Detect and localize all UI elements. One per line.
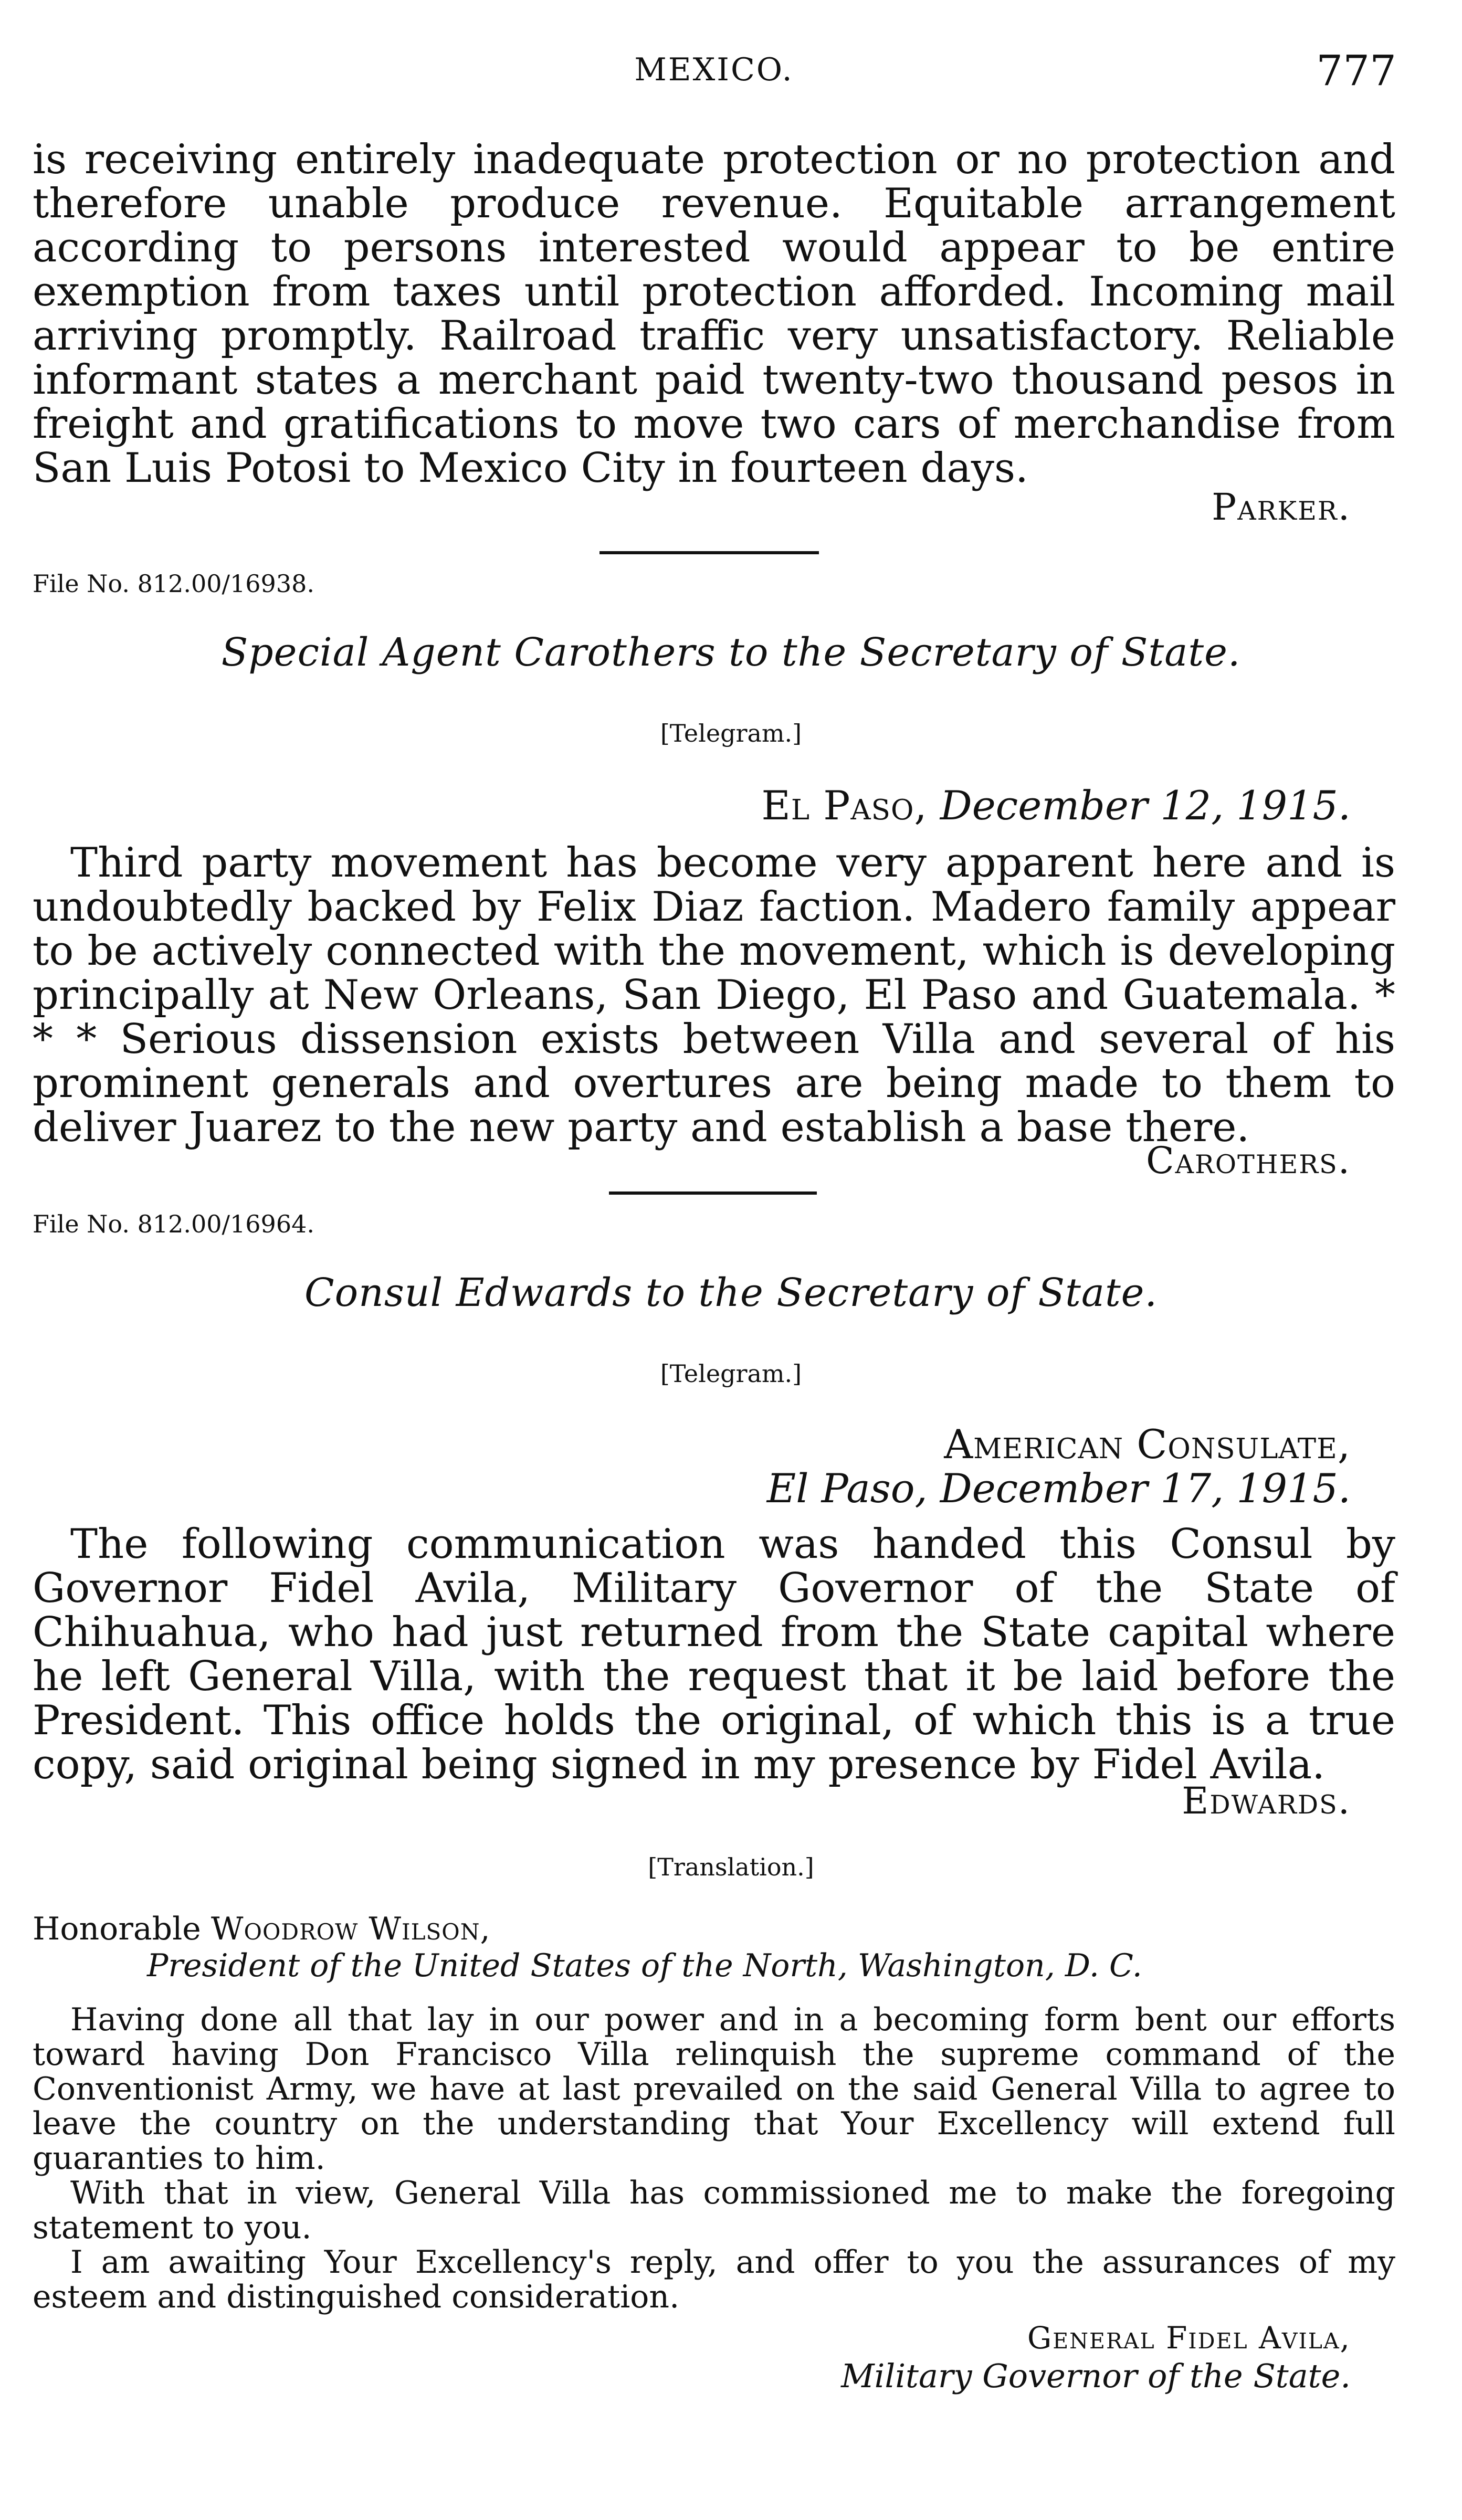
document-title-2: Consul Edwards to the Secretary of State. bbox=[304, 1270, 1158, 1315]
salutation-name: Woodrow Wilson, bbox=[211, 1911, 491, 1947]
letter-paragraph-1: Having done all that lay in our power and in a becoming form bent our efforts toward having Don Francisco Villa relinquish the supreme command of the Conventionist Army, we have at last prevailed on the said General Villa to agree to leave the country on the understanding that Your Excellency will extend full guaranties to him. bbox=[33, 2001, 1395, 2177]
dateline-1 bbox=[761, 782, 1351, 829]
dateline-place-2: American Consulate, bbox=[944, 1421, 1351, 1468]
translation-note: [Translation.] bbox=[648, 1853, 814, 1881]
addressee-title: President of the United States of the North, Washington, D. C. bbox=[147, 1947, 1142, 1984]
continuation-paragraph: is receiving entirely inadequate protection or no protection and therefore unable produce revenue. Equitable arrangement according to persons interested would appear to be entire exemption from taxes until protection afforded. Incoming mail arriving promptly. Railroad traffic very unsatisfactory. Reliable informant states a merchant paid twenty-two thousand pesos in freight and gratifications to move two cars of merchandise from San Luis Potosi to Mexico City in fourteen days. bbox=[33, 136, 1395, 492]
file-number-2: File No. 812.00/16964. bbox=[33, 1210, 314, 1238]
signature-edwards: Edwards. bbox=[1182, 1779, 1351, 1822]
telegram-note-1: [Telegram.] bbox=[660, 719, 802, 747]
dateline-place-1: El Paso, bbox=[761, 782, 928, 829]
salutation-prefix: Honorable bbox=[33, 1911, 201, 1947]
salutation bbox=[33, 1911, 491, 1947]
dateline-2 bbox=[767, 1422, 1351, 1511]
running-header bbox=[31, 46, 1396, 109]
page-number: 777 bbox=[1316, 46, 1396, 95]
telegram-note-2: [Telegram.] bbox=[660, 1359, 802, 1388]
section-divider bbox=[599, 551, 819, 554]
signature-parker: Parker. bbox=[1212, 486, 1351, 529]
letter-paragraph-3: I am awaiting Your Excellency's reply, and offer to you the assurances of my esteem and distinguished consideration. bbox=[33, 2244, 1395, 2315]
dateline-date-2: El Paso, December 17, 1915. bbox=[766, 1465, 1351, 1512]
signature-carothers: Carothers. bbox=[1146, 1139, 1351, 1182]
letter-paragraph-2: With that in view, General Villa has commissioned me to make the foregoing statement to you. bbox=[33, 2175, 1395, 2246]
running-title: MEXICO. bbox=[634, 51, 794, 88]
closing-signature-name: General Fidel Avila, bbox=[1027, 2320, 1351, 2356]
section-divider bbox=[609, 1192, 817, 1195]
closing-signature-title: Military Governor of the State. bbox=[841, 2357, 1351, 2395]
dateline-date-1: December 12, 1915. bbox=[940, 782, 1351, 829]
document-title-1: Special Agent Carothers to the Secretary of State. bbox=[221, 630, 1241, 675]
file-number-1: File No. 812.00/16938. bbox=[33, 570, 314, 598]
telegram-paragraph-2: The following communication was handed this Consul by Governor Fidel Avila, Military Governor of the State of Chihuahua, who had just returned from the State capital where he left General Villa, with the request that it be laid before the President. This office holds the original, of which this is a true copy, said original being signed in my presence by Fidel Avila. bbox=[33, 1521, 1395, 1788]
telegram-paragraph-1: Third party movement has become very apparent here and is undoubtedly backed by Felix Diaz faction. Madero family appear to be actively connected with the movement, which is developing principally at New Orleans, San Diego, El Paso and Guatemala. * * * Serious dissension exists between Villa and several of his prominent generals and overtures are being made to them to deliver Juarez to the new party and establish a base there. bbox=[33, 839, 1395, 1151]
